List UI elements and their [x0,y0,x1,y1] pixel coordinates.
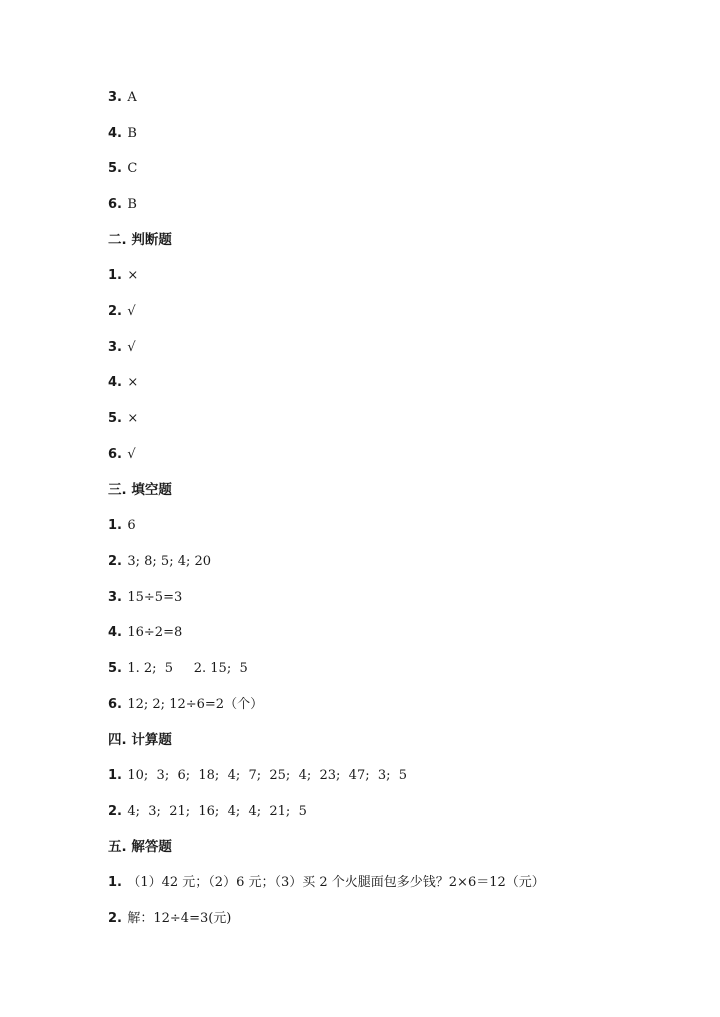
item-answer: 解：12÷4=3(元) [127,911,232,926]
judge-answer-5 [108,408,138,428]
item-answer: 3; 8; 5; 4; 20 [127,554,212,569]
item-number: 5. [108,161,122,176]
item-number: 2. [108,554,122,569]
item-answer: A [127,90,137,105]
fill-answer-5 [108,658,248,678]
item-number: 1. [108,268,122,283]
judge-answer-3 [108,337,136,357]
mc-answer-6 [108,194,137,214]
item-number: 2. [108,804,122,819]
item-number: 6. [108,697,122,712]
solve-answer-1 [108,872,545,892]
mc-answer-4 [108,123,137,143]
fill-answer-6 [108,694,263,714]
item-number: 5. [108,661,122,676]
item-number: 3. [108,590,122,605]
section-title-solve: 五. 解答题 [108,839,172,855]
section-title-calc: 四. 计算题 [108,732,172,748]
item-number: 3. [108,90,122,105]
item-answer: √ [127,304,136,319]
item-number: 4. [108,126,122,141]
item-answer: B [127,197,137,212]
solve-answer-2 [108,908,231,928]
item-answer: 6 [127,518,136,533]
item-answer: B [127,126,137,141]
calc-answer-1 [108,765,407,785]
item-number: 6. [108,447,122,462]
judge-answer-2 [108,301,136,321]
fill-answer-2 [108,551,211,571]
item-number: 2. [108,304,122,319]
fill-answer-3 [108,587,182,607]
fill-answer-4 [108,622,182,642]
item-answer: 4; 3; 21; 16; 4; 4; 21; 5 [127,804,307,819]
item-number: 1. [108,768,122,783]
judge-answer-6 [108,444,136,464]
judge-answer-4 [108,372,138,392]
item-answer: × [127,268,139,283]
item-number: 5. [108,411,122,426]
item-number: 1. [108,875,122,890]
calc-answer-2 [108,801,307,821]
item-answer: × [127,411,139,426]
mc-answer-3 [108,87,137,107]
item-answer: 15÷5=3 [127,590,183,605]
item-answer: 1. 2; 5 2. 15; 5 [127,661,248,676]
fill-answer-1 [108,515,136,535]
mc-answer-5 [108,158,137,178]
item-answer: √ [127,340,136,355]
item-number: 1. [108,518,122,533]
item-number: 4. [108,375,122,390]
judge-answer-1 [108,265,138,285]
item-number: 6. [108,197,122,212]
section-title-fill: 三. 填空题 [108,482,172,498]
item-number: 4. [108,625,122,640]
item-answer: 10; 3; 6; 18; 4; 7; 25; 4; 23; 47; 3; 5 [127,768,408,783]
item-answer: √ [127,447,136,462]
item-number: 3. [108,340,122,355]
item-answer: × [127,375,139,390]
item-answer: 16÷2=8 [127,625,183,640]
item-answer: C [127,161,138,176]
item-answer: （1）42 元；（2）6 元；（3）买 2 个火腿面包多少钱？2×6＝12（元） [127,875,545,890]
section-title-judge: 二. 判断题 [108,232,172,248]
item-number: 2. [108,911,122,926]
item-answer: 12; 2; 12÷6=2（个） [127,697,264,712]
